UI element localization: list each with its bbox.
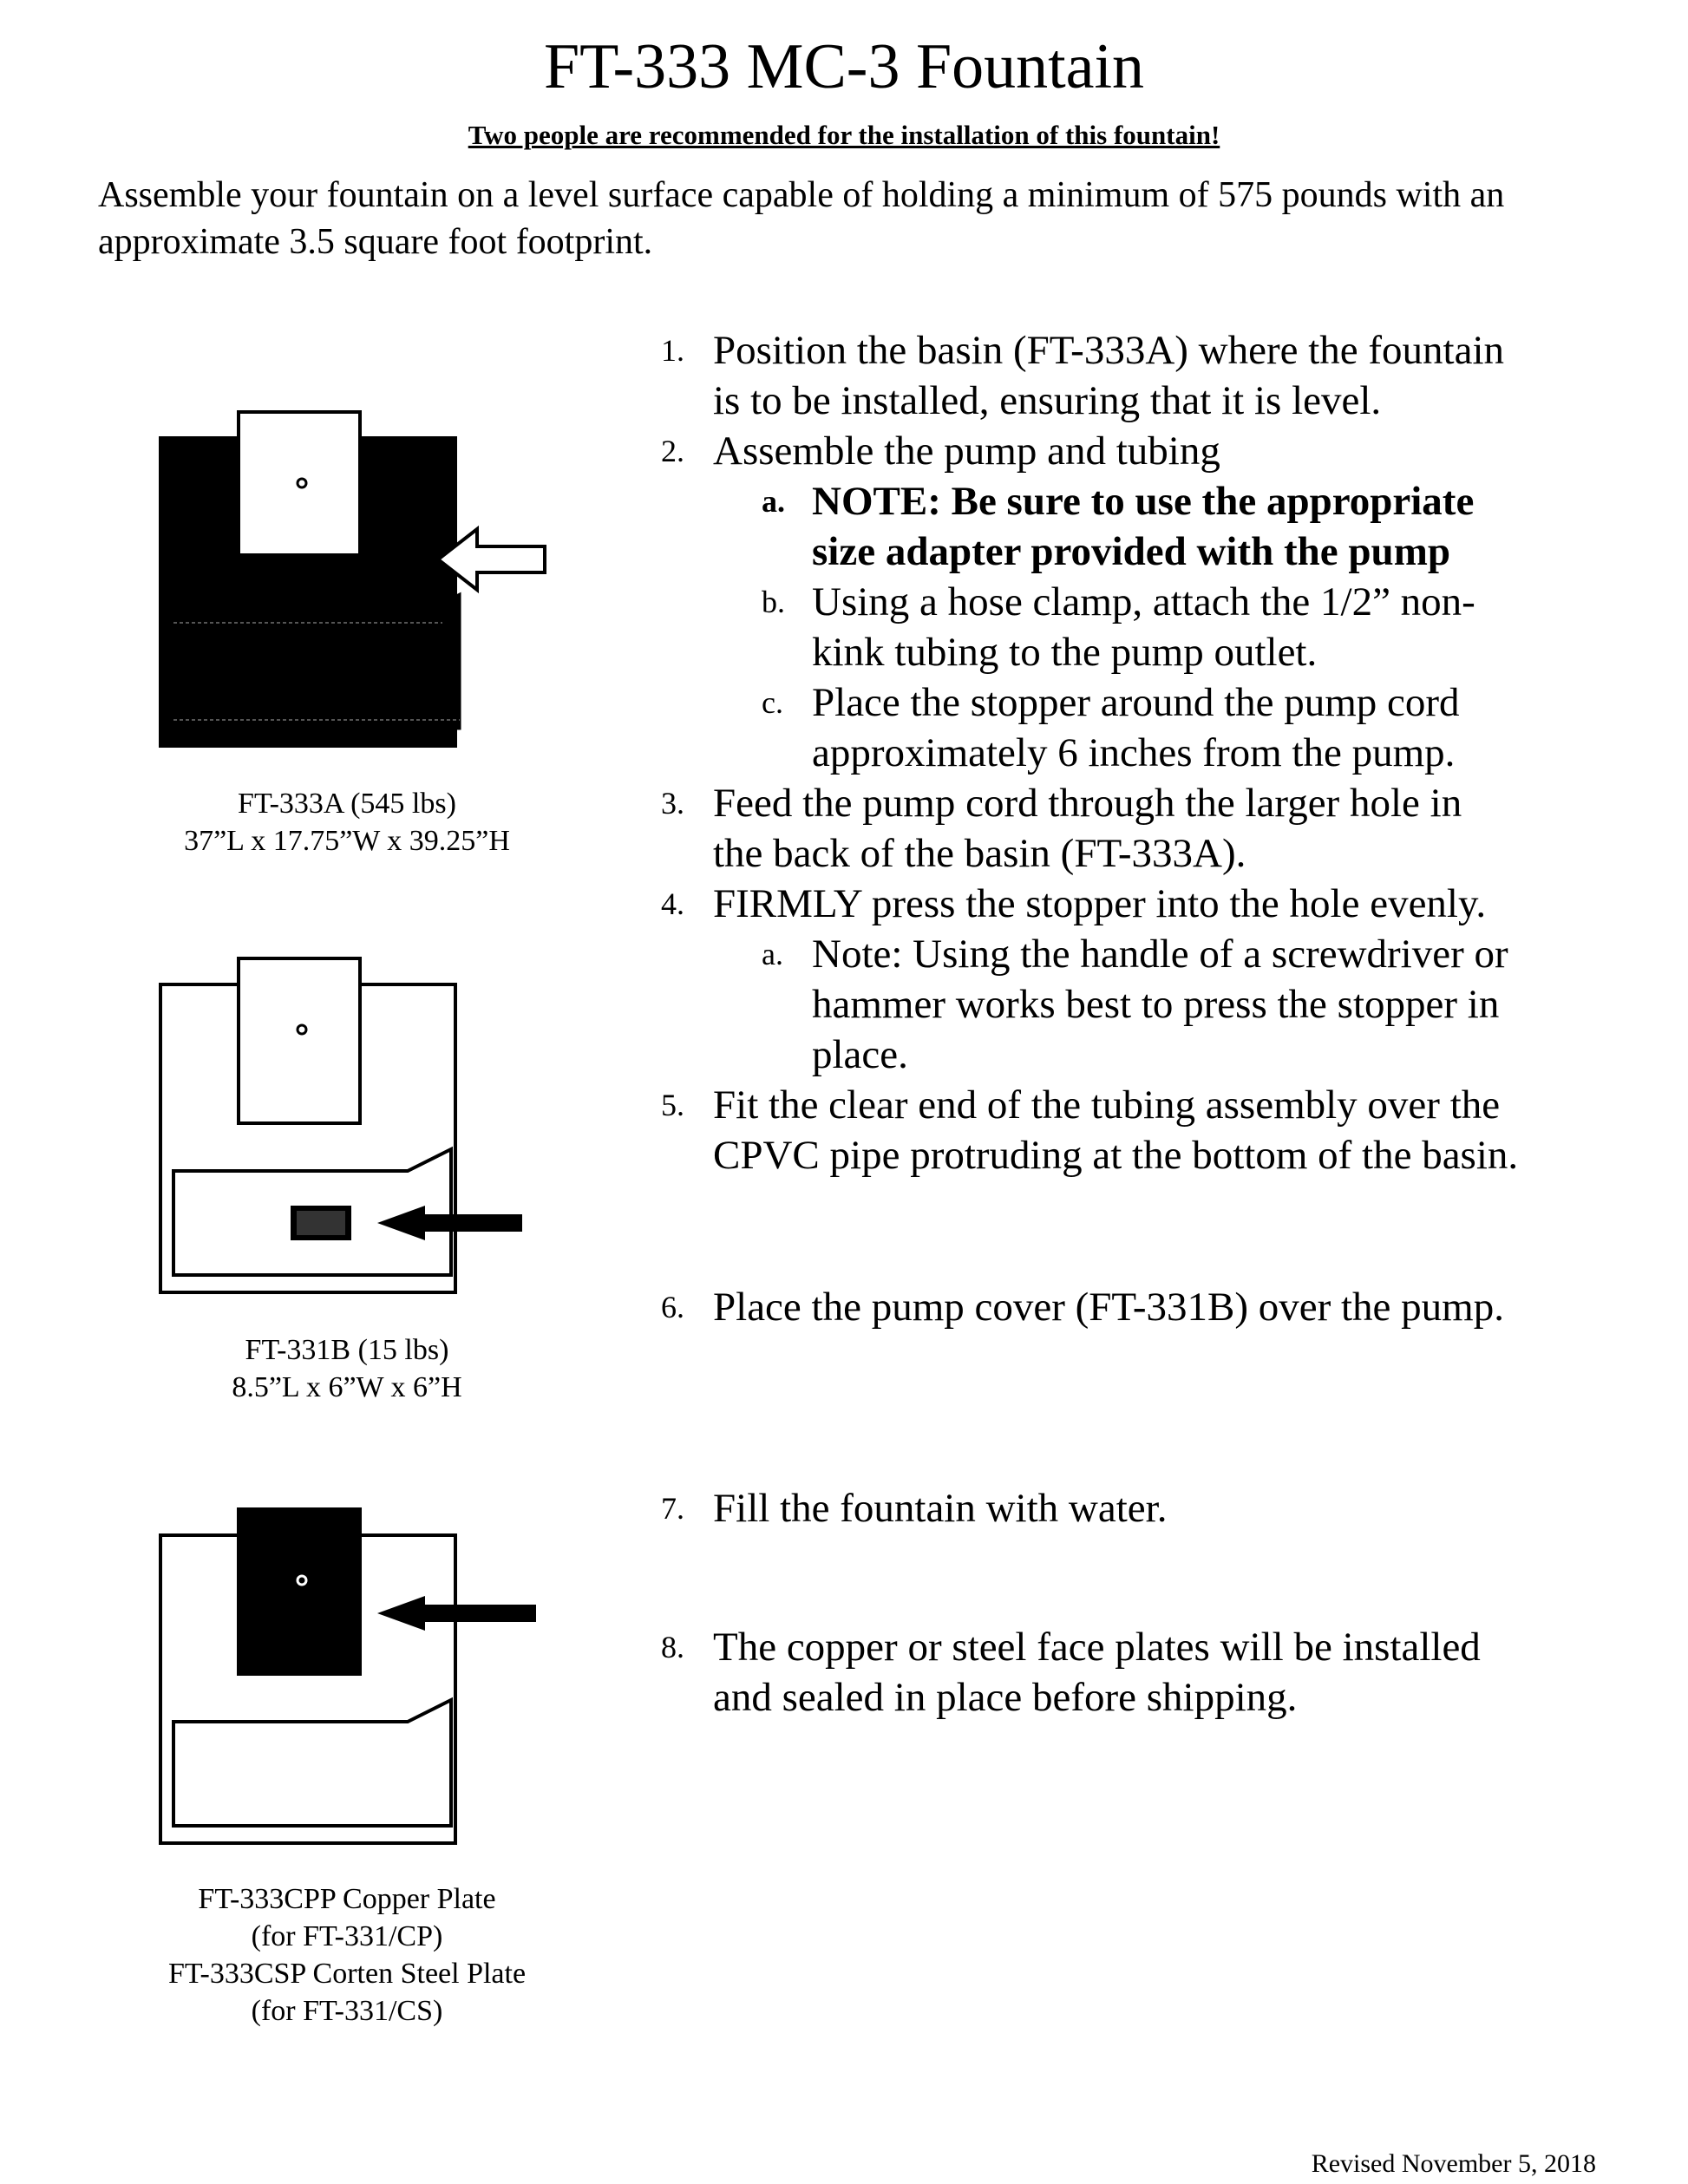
step-text: the back of the basin (FT-333A). xyxy=(713,831,1246,876)
caption-line: (for FT-331/CP) xyxy=(251,1920,443,1952)
intro-paragraph: Assemble your fountain on a level surface capable of holding a minimum of 575 pounds with an approximate 3.5 square foot footprint. xyxy=(98,175,1505,262)
revision-date: Revised November 5, 2018 xyxy=(1311,2149,1596,2178)
installation-warning: Two people are recommended for the installation of this fountain! xyxy=(468,120,1220,150)
basin-figure xyxy=(147,408,564,772)
step-text: Assemble the pump and tubing xyxy=(713,428,1220,474)
caption-line: (for FT-331/CS) xyxy=(251,1995,443,2027)
caption-line: 8.5”L x 6”W x 6”H xyxy=(232,1371,462,1403)
step-letter: a. xyxy=(762,484,785,519)
step-text: NOTE: Be sure to use the appropriate xyxy=(812,479,1475,524)
step-number: 5. xyxy=(661,1088,684,1122)
step-number: 1. xyxy=(661,333,684,368)
step-letter: a. xyxy=(762,937,783,971)
step-text: hammer works best to press the stopper in xyxy=(812,982,1500,1027)
step-text: CPVC pipe protruding at the bottom of the basin. xyxy=(713,1133,1519,1178)
step-number: 7. xyxy=(661,1491,684,1526)
step-text: Fill the fountain with water. xyxy=(713,1486,1168,1531)
face-plate-figure xyxy=(147,1505,564,1869)
caption-line: FT-333CPP Copper Plate xyxy=(198,1883,496,1915)
step-text: Place the pump cover (FT-331B) over the pump. xyxy=(713,1285,1504,1330)
face-plate-caption xyxy=(113,1880,581,2030)
caption-line: 37”L x 17.75”W x 39.25”H xyxy=(184,825,510,857)
step-number: 4. xyxy=(661,886,684,921)
step-text: size adapter provided with the pump xyxy=(812,529,1450,574)
step-text: Position the basin (FT-333A) where the fountain xyxy=(713,328,1505,373)
caption-line: FT-333CSP Corten Steel Plate xyxy=(167,1958,527,1990)
step-number: 6. xyxy=(661,1290,684,1324)
step-letter: b. xyxy=(762,585,785,619)
caption-line: FT-331B (15 lbs) xyxy=(245,1334,449,1366)
step-letter: c. xyxy=(762,685,783,720)
pump-cover-figure xyxy=(147,954,564,1318)
step-number: 3. xyxy=(661,786,684,821)
step-text: FIRMLY press the stopper into the hole evenly. xyxy=(713,881,1487,926)
page-title: FT-333 MC-3 Fountain xyxy=(543,31,1145,102)
step-text: kink tubing to the pump outlet. xyxy=(812,630,1318,675)
caption-line: FT-333A (545 lbs) xyxy=(238,788,456,820)
step-text: place. xyxy=(812,1032,908,1077)
step-text: Fit the clear end of the tubing assembly over the xyxy=(713,1082,1501,1128)
step-number: 8. xyxy=(661,1630,684,1664)
step-text: approximately 6 inches from the pump. xyxy=(812,730,1456,775)
step-text: The copper or steel face plates will be installed xyxy=(713,1625,1481,1670)
basin-caption xyxy=(130,785,564,860)
step-text: and sealed in place before shipping. xyxy=(713,1675,1298,1720)
pump-cover-caption xyxy=(130,1331,564,1406)
step-text: Note: Using the handle of a screwdriver or xyxy=(812,932,1508,977)
step-text: Using a hose clamp, attach the 1/2” non- xyxy=(812,579,1475,624)
step-text: is to be installed, ensuring that it is level. xyxy=(713,378,1382,423)
step-text: Feed the pump cord through the larger hole in xyxy=(713,781,1462,826)
step-number: 2. xyxy=(661,434,684,468)
step-text: Place the stopper around the pump cord xyxy=(812,680,1460,725)
